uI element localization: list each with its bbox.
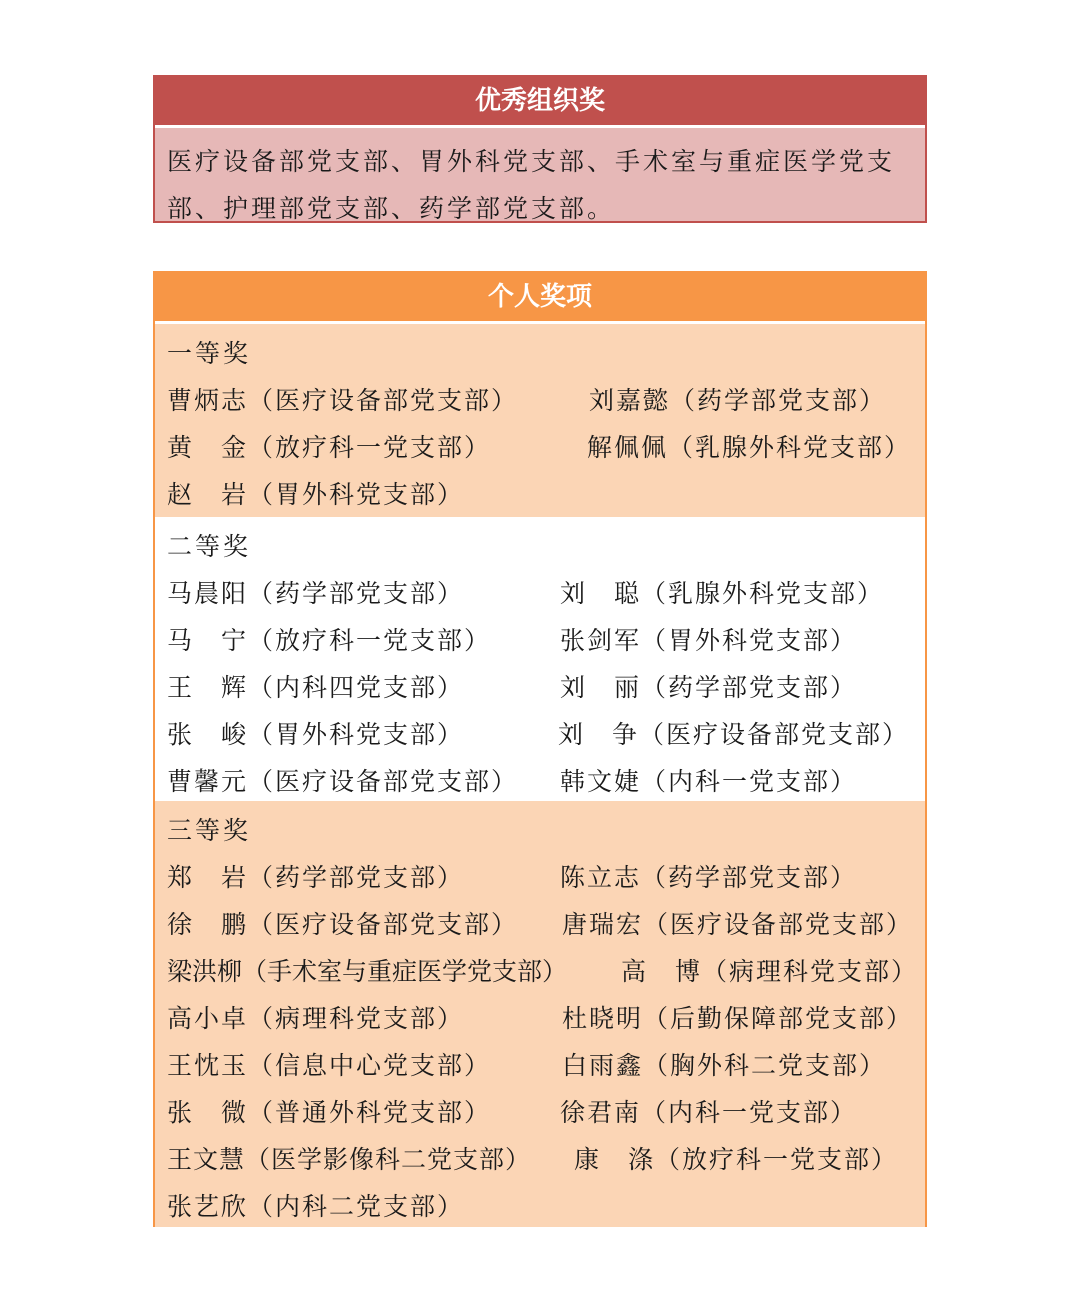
award-row [167,570,925,617]
second-prize-section [155,517,925,801]
winner-right: 张剑军（胃外科党支部） [560,626,858,655]
org-award-line-2: 部、护理部党支部、药学部党支部。 [167,194,616,223]
second-prize-title: 二等奖 [167,532,252,561]
winner-right: 刘 丽（药学部党支部） [560,673,858,702]
winner-right: 陈立志（药学部党支部） [560,863,858,892]
org-award-line-1: 医疗设备部党支部、胃外科党支部、手术室与重症医学党支 [167,147,896,176]
winner-left: 曹馨元（医疗设备部党支部） [167,767,519,796]
org-award-title: 优秀组织奖 [155,77,925,128]
winner-right: 白雨鑫（胸外科二党支部） [562,1051,887,1080]
winner-left: 郑 岩（药学部党支部） [167,863,465,892]
third-prize-title: 三等奖 [167,816,252,845]
winner-left: 张 峻（胃外科党支部） [167,720,465,749]
award-row [167,471,925,518]
third-prize-section [155,801,925,1227]
winner-left: 黄 金（放疗科一党支部） [167,433,492,462]
winner-left: 赵 岩（胃外科党支部） [167,480,465,509]
winner-left: 马 宁（放疗科一党支部） [167,626,492,655]
winner-left: 徐 鹏（医疗设备部党支部） [167,910,519,939]
winner-right: 徐君南（内科一党支部） [560,1098,858,1127]
winner-left: 曹炳志（医疗设备部党支部） [167,386,519,415]
individual-awards-table [153,271,927,1227]
award-row [167,901,925,948]
award-row [167,1089,925,1136]
award-row [167,377,925,424]
winner-right: 解佩佩（乳腺外科党支部） [587,433,912,462]
winner-left: 王忱玉（信息中心党支部） [167,1051,492,1080]
org-award-table [153,75,927,223]
award-row [167,948,925,995]
winner-right: 康 涤（放疗科一党支部） [574,1145,899,1174]
award-row [167,1136,925,1183]
winner-left: 王文慧（医学影像科二党支部） [167,1145,532,1174]
first-prize-title: 一等奖 [167,339,252,368]
winner-right: 唐瑞宏（医疗设备部党支部） [562,910,914,939]
winner-right: 韩文婕（内科一党支部） [560,767,858,796]
individual-awards-title: 个人奖项 [155,273,925,324]
winner-left: 张艺欣（内科二党支部） [167,1192,465,1221]
award-row [167,711,925,758]
org-award-body [155,128,925,232]
award-row [167,617,925,664]
winner-right: 刘 争（医疗设备部党支部） [558,720,910,749]
winner-left: 王 辉（内科四党支部） [167,673,465,702]
award-row [167,758,925,805]
award-row [167,995,925,1042]
award-row [167,424,925,471]
winner-left: 高小卓（病理科党支部） [167,1004,465,1033]
winner-left: 马晨阳（药学部党支部） [167,579,465,608]
award-row [167,664,925,711]
first-prize-section [155,324,925,517]
award-row [167,1042,925,1089]
winner-left: 张 微（普通外科党支部） [167,1098,492,1127]
award-row [167,854,925,901]
winner-right: 杜晓明（后勤保障部党支部） [562,1004,914,1033]
award-row [167,1183,925,1230]
winner-right: 高 博（病理科党支部） [621,957,919,986]
winner-left: 梁洪柳（手术室与重症医学党支部） [167,957,568,986]
winner-right: 刘嘉懿（药学部党支部） [589,386,887,415]
winner-right: 刘 聪（乳腺外科党支部） [560,579,885,608]
